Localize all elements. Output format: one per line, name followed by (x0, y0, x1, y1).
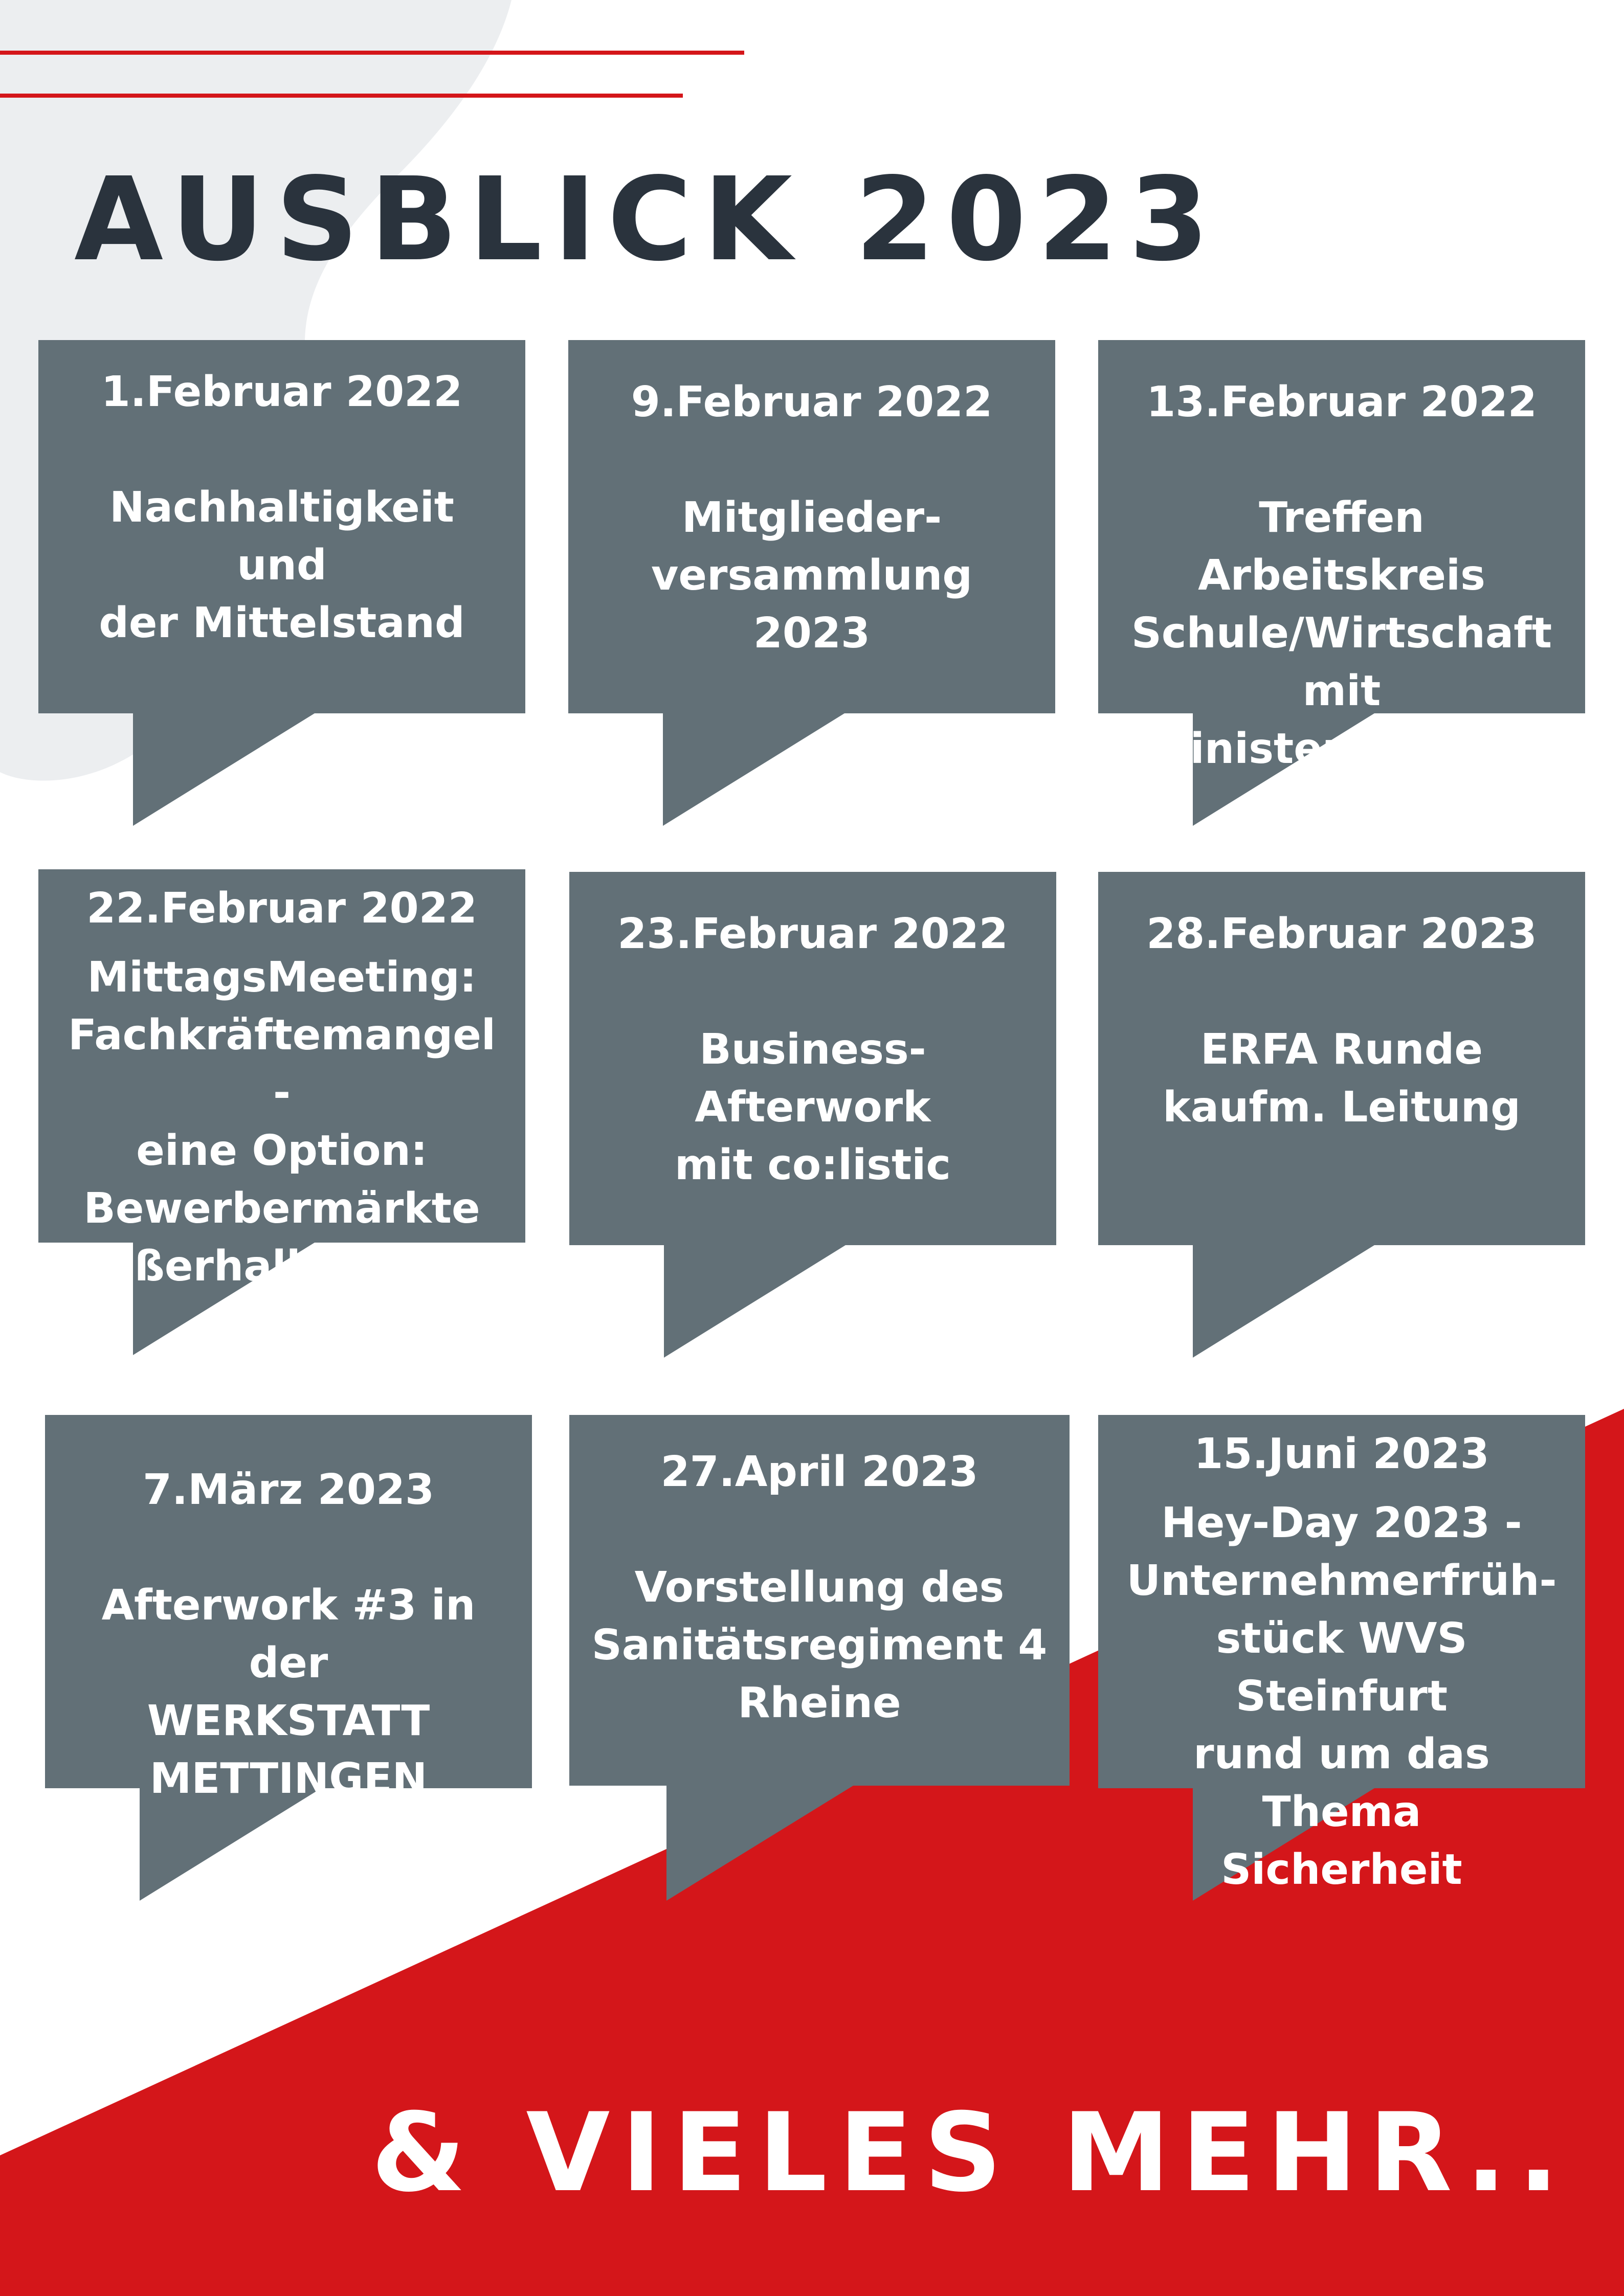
page-title: AUSBLICK 2023 (74, 153, 1220, 287)
event-bubble (38, 869, 525, 1355)
event-date: 15.Juni 2023 (1194, 1430, 1489, 1478)
footer-tagline: & VIELES MEHR.. (371, 2089, 1570, 2216)
event-bubble (45, 1415, 532, 1901)
event-date: 23.Februar 2022 (617, 910, 1008, 958)
red-rule-bottom (0, 94, 683, 98)
event-date: 27.April 2023 (660, 1448, 978, 1496)
event-title: ERFA Runde kaufm. Leitung (1163, 1025, 1521, 1132)
event-title: Hey-Day 2023 - Unternehmerfrüh- stück WVS Steinfurt rund um das Thema Sicherheit (1126, 1499, 1557, 1894)
event-title: Afterwork #3 in der WERKSTATT METTINGEN (101, 1581, 476, 1803)
event-bubble (569, 1415, 1070, 1901)
event-date: 9.Februar 2022 (631, 378, 993, 426)
event-title: MittagsMeeting: Fachkräftemangel - eine Option: Bewerbermärkte außerhalb der EU (68, 953, 496, 1291)
event-bubble (1098, 1415, 1585, 1901)
event-title: Business-Afterwork mit co:listic (675, 1025, 951, 1189)
event-bubble (568, 340, 1055, 826)
event-date: 28.Februar 2023 (1146, 910, 1537, 958)
red-rule-top (0, 51, 744, 55)
event-bubble (38, 340, 525, 826)
event-date: 1.Februar 2022 (101, 368, 463, 416)
event-bubble (1098, 340, 1585, 826)
event-title: Treffen Arbeitskreis Schule/Wirtschaft mit Ministerin Feller (1131, 493, 1552, 773)
event-title: Nachhaltigkeit und der Mittelstand (99, 483, 465, 647)
event-title: Vorstellung des Sanitätsregiment 4 Rheine (591, 1563, 1048, 1727)
event-date: 7.März 2023 (142, 1466, 435, 1514)
event-title: Mitglieder- versammlung 2023 (651, 493, 973, 658)
event-bubble (1098, 872, 1585, 1358)
event-bubble (569, 872, 1056, 1358)
event-date: 22.Februar 2022 (86, 884, 477, 933)
event-date: 13.Februar 2022 (1146, 378, 1537, 426)
